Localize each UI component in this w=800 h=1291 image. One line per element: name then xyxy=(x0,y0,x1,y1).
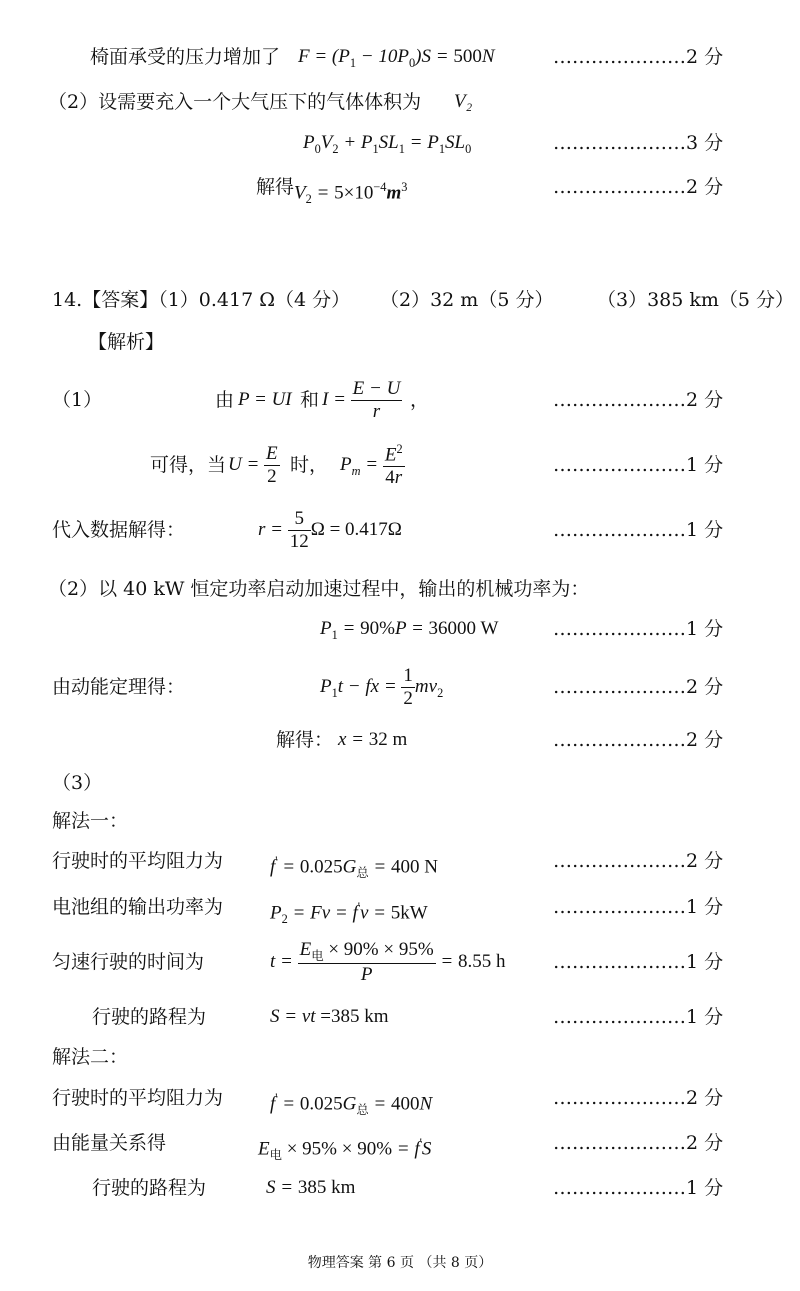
part2-line3 xyxy=(0,662,800,712)
score-marker: …………………1 分 xyxy=(553,454,724,476)
equation-gas xyxy=(0,126,800,160)
part2-line1 xyxy=(0,572,800,606)
method-title: 解法二： xyxy=(52,1046,129,1068)
line-text: 时， xyxy=(290,454,329,476)
score-marker: …………………2 分 xyxy=(553,1087,724,1109)
formula-r: r = $\frac{5}{12}$ Ω = 0.417Ω xyxy=(258,508,402,553)
method1-line1 xyxy=(0,844,800,881)
method2-line1 xyxy=(0,1081,800,1118)
part1-line1 xyxy=(0,375,800,425)
answer-line-pressure xyxy=(0,40,800,74)
score-marker: …………………1 分 xyxy=(553,951,724,973)
part2-line4 xyxy=(0,723,800,757)
score-marker: …………………2 分 xyxy=(553,850,724,872)
line-text: 椅面承受的压力增加了 xyxy=(90,46,281,68)
line-text: 代入数据解得： xyxy=(52,519,186,541)
line-text: 行驶的路程为 xyxy=(92,1006,207,1028)
formula-distance: S = vt =385 km xyxy=(270,1006,389,1027)
score-marker: …………………1 分 xyxy=(553,519,724,541)
score-marker: …………………1 分 xyxy=(553,1177,724,1199)
result-v2 xyxy=(0,170,800,207)
score-marker: …………………2 分 xyxy=(553,46,724,68)
formula-v2: $V_2 = 5\times 10^{-4}m^3$ xyxy=(294,180,408,207)
score-marker: …………………2 分 xyxy=(553,389,724,411)
line-text: 行驶时的平均阻力为 xyxy=(52,850,224,872)
line-text: 电池组的输出功率为 xyxy=(52,896,224,918)
formula-p1: $P_1 = 90\%P = 36000$ W xyxy=(320,618,499,642)
formula-p2: $P_2 = Fv = f'v = 5kW$ xyxy=(270,900,428,927)
line-text: 由动能定理得： xyxy=(52,676,186,698)
method1-title-row xyxy=(0,804,800,838)
part2-line2 xyxy=(0,612,800,646)
score-marker: …………………1 分 xyxy=(553,1006,724,1028)
formula-friction: $f' = 0.025G_总 = 400$ N xyxy=(270,854,438,881)
q14-answer-line xyxy=(0,283,800,317)
formula-energy-balance: $E_电 \times 95\% \times 90\% = f'S$ xyxy=(258,1136,432,1163)
method2-line3 xyxy=(0,1171,800,1205)
formula-force: $F = (P_1 - 10P_0)S = 500N$ xyxy=(298,46,495,70)
method2-line2 xyxy=(0,1126,800,1163)
jiexi-label: 【解析】 xyxy=(88,331,165,353)
formula-x: x = 32 m xyxy=(338,729,408,750)
formula-time: t = $\frac{E_电 \times 90\% \times 95\%}{P}$ = 8.55 h xyxy=(270,939,506,986)
part-label: （1） xyxy=(52,389,103,411)
part-label: （3） xyxy=(52,772,103,794)
line-text: 解得 xyxy=(256,176,295,198)
score-marker: …………………2 分 xyxy=(553,729,724,751)
part1-line2 xyxy=(0,440,800,490)
line-text: 和 xyxy=(300,389,320,411)
line-text: 解得： xyxy=(276,729,334,751)
formula-energy: $P_1t$ − fx = $\frac{1}{2}$ $mv_2$ xyxy=(320,665,444,710)
variable-v2: V₂ xyxy=(454,91,473,112)
line-text: （2）设需要充入一个大气压下的气体体积为 xyxy=(48,91,422,113)
q14-answer-3: （3）385 km（5 分） xyxy=(597,289,795,311)
score-marker: …………………2 分 xyxy=(553,1132,724,1154)
line-text: 匀速行驶的时间为 xyxy=(52,951,205,973)
line-text: （2）以 40 kW 恒定功率启动加速过程中，输出的机械功率为： xyxy=(48,578,590,600)
part2-heading xyxy=(0,85,800,119)
formula-pmax: $P_m$ = $\frac{E^2}{4r}$ xyxy=(340,442,403,489)
method1-line4 xyxy=(0,1000,800,1034)
q14-answer-2: （2）32 m（5 分） xyxy=(380,289,554,311)
formula-current: I = $\frac{E - U}{r}$ xyxy=(322,378,401,423)
line-text: ， xyxy=(410,389,430,411)
formula-friction-2: $f' = 0.025G_总 = 400N$ xyxy=(270,1091,433,1118)
score-marker: …………………3 分 xyxy=(553,132,724,154)
method1-line3 xyxy=(0,935,800,989)
line-text: 行驶时的平均阻力为 xyxy=(52,1087,224,1109)
part1-line3 xyxy=(0,505,800,555)
page-footer: 物理答案 第 6 页 （共 8 页） xyxy=(307,1255,493,1271)
formula-u-half: U = $\frac{E}{2}$ xyxy=(228,443,278,488)
score-marker: …………………1 分 xyxy=(553,618,724,640)
method2-title-row xyxy=(0,1040,800,1074)
jiexi-heading xyxy=(0,325,800,359)
method-title: 解法一： xyxy=(52,810,129,832)
line-text: 由 xyxy=(215,389,235,411)
formula-power: P = UI xyxy=(238,389,292,410)
part3-label-row xyxy=(0,766,800,800)
method1-line2 xyxy=(0,890,800,927)
formula-gas: $P_0V_2 + P_1SL_1 = P_1SL_0$ xyxy=(303,132,472,156)
score-marker: …………………2 分 xyxy=(553,176,724,198)
line-text: 可得，当 xyxy=(150,454,227,476)
score-marker: …………………1 分 xyxy=(553,896,724,918)
formula-distance-2: S = 385 km xyxy=(266,1177,356,1198)
line-text: 行驶的路程为 xyxy=(92,1177,207,1199)
score-marker: …………………2 分 xyxy=(553,676,724,698)
q14-answer-1: 14.【答案】（1）0.417 Ω（4 分） xyxy=(52,289,351,311)
line-text: 由能量关系得 xyxy=(52,1132,167,1154)
